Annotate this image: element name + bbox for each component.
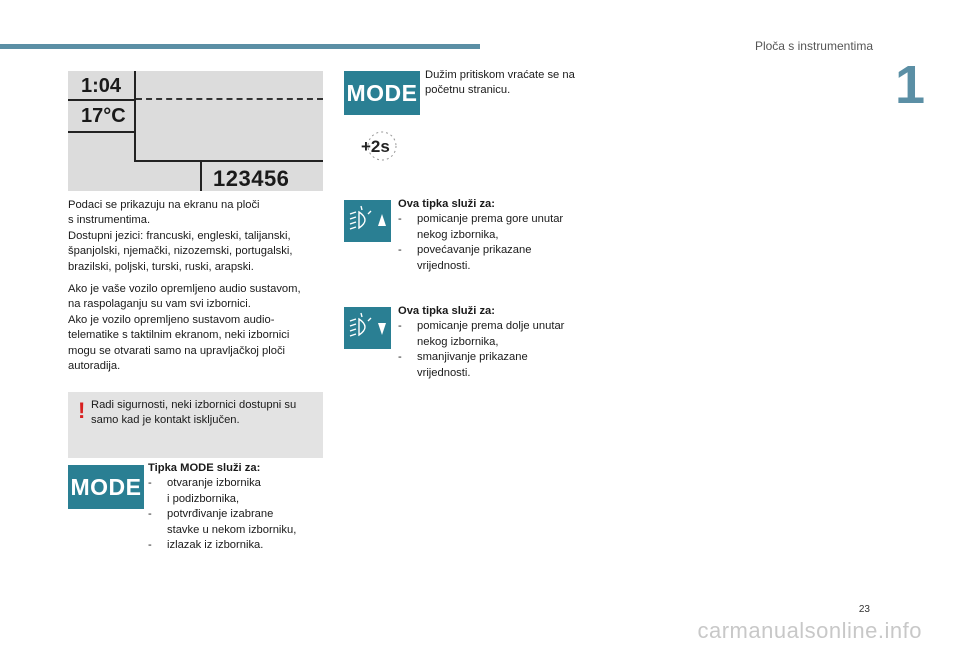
up-key-description: Ova tipka služi za: - pomicanje prema gore unutar nekog izbornika, - povećavanje prikazane vrijednosti. (398, 197, 588, 274)
display-temperature: 17°C (81, 105, 126, 127)
down-key-description: Ova tipka služi za: - pomicanje prema dolje unutar nekog izbornika, - smanjivanje prikazane vrijednosti. (398, 304, 588, 381)
up-arrow-icon (378, 214, 386, 226)
timer-label: +2s (361, 137, 390, 156)
warning-box (68, 392, 323, 458)
long-press-text: Dužim pritiskom vraćate se na početnu stranicu. (425, 69, 575, 97)
list-item: - pomicanje prema dolje unutar nekog izbornika, (398, 320, 565, 348)
intro-paragraph: Podaci se prikazuju na ekranu na ploči s instrumentima. Dostupni jezici: francuski, engleski, talijanski, španjolski, njemački, nizozemski, portugalski, brazilski, poljski, turski, ruski, arapski. (68, 199, 293, 273)
warning-text: Radi sigurnosti, neki izbornici dostupni su samo kad je kontakt isključen. (91, 399, 297, 427)
section-title: Ploča s instrumentima (754, 39, 873, 53)
mode-button-illustration: MODE (68, 465, 144, 509)
page-number: 23 (858, 604, 870, 615)
display-time: 1:04 (81, 75, 122, 97)
header-bar (0, 44, 480, 49)
up-key-illustration (344, 200, 391, 242)
audio-paragraph: Ako je vaše vozilo opremljeno audio sustavom, na raspolaganju su vam svi izbornici. Ako je vozilo opremljeno sustavom audio- telematike s taktilnim ekranom, neki izbornici mogu se otvarati samo na upravljačkoj ploči autoradija. (68, 283, 301, 373)
list-item: - povećavanje prikazane vrijednosti. (398, 244, 532, 272)
list-item: - potvrđivanje izabrane stavke u nekom izborniku, (148, 508, 297, 536)
watermark: carmanualsonline.info (697, 618, 922, 643)
down-arrow-icon (378, 323, 386, 335)
instrument-display-illustration (68, 71, 323, 191)
list-item: - otvaranje izbornika i podizbornika, (148, 477, 261, 505)
display-odometer: 123456 (213, 166, 290, 191)
down-key-illustration (344, 307, 391, 349)
mode-button-long-press-illustration: MODE (344, 71, 420, 115)
warning-icon: ! (78, 398, 86, 423)
two-second-timer-icon (360, 128, 400, 168)
list-item: - pomicanje prema gore unutar nekog izbornika, (398, 213, 564, 241)
list-item: - smanjivanje prikazane vrijednosti. (398, 351, 528, 379)
chapter-number: 1 (895, 55, 926, 115)
mode-description: Tipka MODE služi za: - otvaranje izbornika i podizbornika, - potvrđivanje izabrane stavke u nekom izborniku, - izlazak iz izbornika. (148, 461, 323, 553)
list-item: - izlazak iz izbornika. (148, 539, 264, 552)
